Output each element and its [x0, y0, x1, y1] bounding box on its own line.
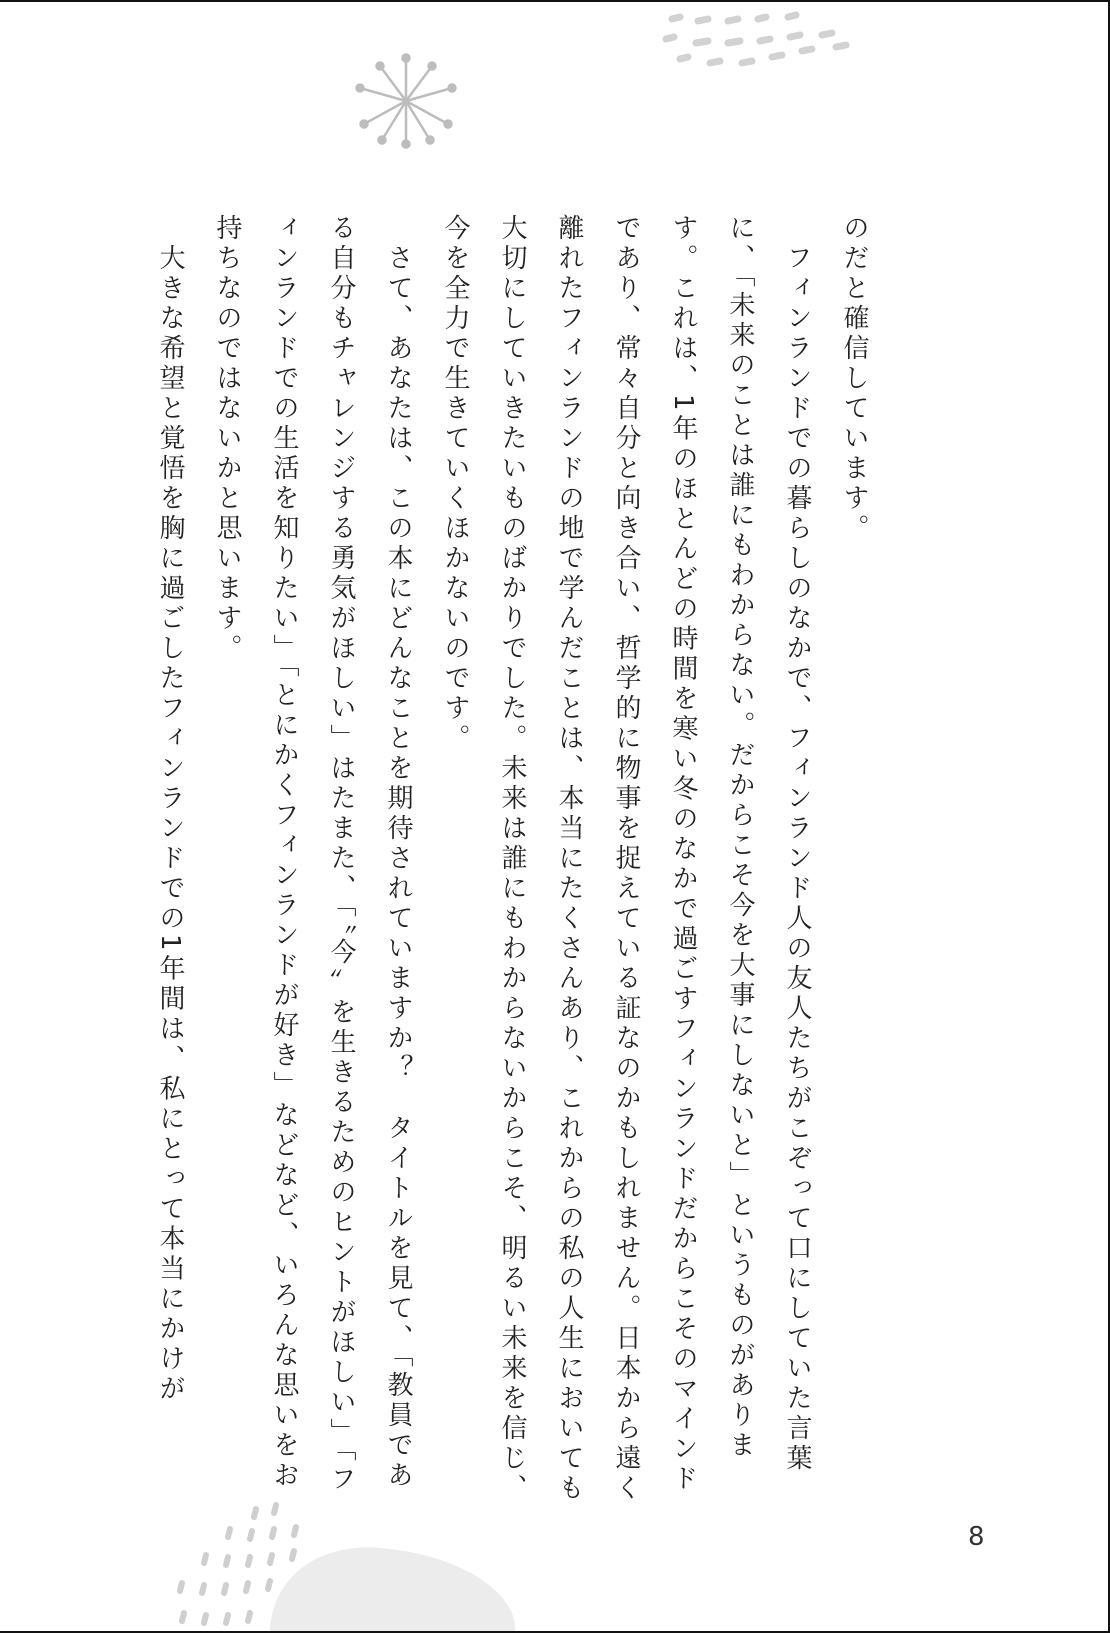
dash-pattern-decoration [660, 7, 860, 77]
paragraph-reader-question: さて、あなたは、この本にどんなことを期待されていますか？ タイトルを見て、「教員である自分もチャレンジする勇気がほしい」はたまた、「〝今〟を生きるためのヒントがほしい」「フィンランドでの生活を知りたい」「とにかくフィンランドが好き」などなど、いろんな思いをお持ちなのではないかと思います。 [212, 214, 413, 1495]
asterisk-snowflake-decoration [352, 52, 460, 150]
vertical-body-text [141, 214, 882, 1504]
paragraph-closing-line: のだと確信しています。 [839, 214, 869, 544]
paragraph-one-year: 大きな希望と覚悟を胸に過ごしたフィンランドでの1年間は、私にとって本当にかけが [155, 214, 185, 1405]
dots-and-blob-decoration [170, 1497, 530, 1633]
page-number: 8 [968, 1522, 985, 1552]
paragraph-finnish-friends: フィンランドでの暮らしのなかで、フィンランド人の友人たちがこぞって口にしていた言葉に、「未来のことは誰にもわからない。だからこそ今を大事にしないと」というものがあります。これは、1年のほとんどの時間を寒い冬のなかで過ごすフィンランドだからこそのマインドであり、常々自分と向き合い、哲学的に物事を捉えている証なのかもしれません。日本から遠く離れたフィンランドの地で学んだことは、本当にたくさんあり、これからの私の人生においても大切にしていきたいものばかりでした。未来は誰にもわからないからこそ、明るい未来を信じ、今を全力で生きていくほかないのです。 [440, 214, 812, 1504]
